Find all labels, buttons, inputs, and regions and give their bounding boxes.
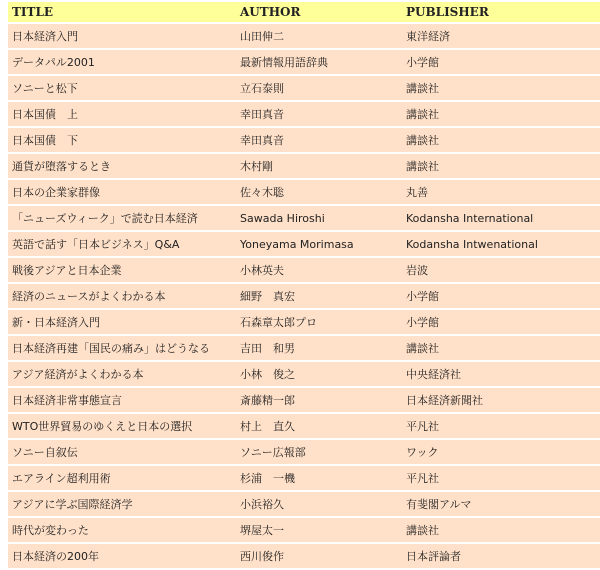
table-row xyxy=(8,258,600,282)
book-publisher-cell: 日本評論者 xyxy=(402,544,600,568)
table-row xyxy=(8,544,600,568)
table-row xyxy=(8,388,600,412)
book-publisher-cell: 講談社 xyxy=(402,518,600,542)
book-author-cell: Yoneyama Morimasa xyxy=(236,232,402,256)
book-publisher-cell: 講談社 xyxy=(402,154,600,178)
book-publisher-cell: 講談社 xyxy=(402,102,600,126)
table-body xyxy=(8,24,600,568)
header-row xyxy=(8,2,600,22)
book-author-cell: 小林 俊之 xyxy=(236,362,402,386)
book-title-cell: 新・日本経済入門 xyxy=(8,310,236,334)
table-row xyxy=(8,518,600,542)
book-publisher-cell: 丸善 xyxy=(402,180,600,204)
book-title-cell: 日本の企業家群像 xyxy=(8,180,236,204)
table-row xyxy=(8,128,600,152)
book-publisher-cell: 講談社 xyxy=(402,336,600,360)
book-title-cell: データパル2001 xyxy=(8,50,236,74)
author-column-header: AUTHOR xyxy=(236,2,402,22)
book-table xyxy=(8,0,600,570)
book-author-cell: 木村剛 xyxy=(236,154,402,178)
table-row xyxy=(8,310,600,334)
table-row xyxy=(8,180,600,204)
book-publisher-cell: 有斐閣アルマ xyxy=(402,492,600,516)
table-header xyxy=(8,2,600,22)
book-publisher-cell: 中央経済社 xyxy=(402,362,600,386)
table-row xyxy=(8,154,600,178)
table-row xyxy=(8,102,600,126)
table-row xyxy=(8,76,600,100)
book-author-cell: 最新情報用語辞典 xyxy=(236,50,402,74)
book-publisher-cell: Kodansha Intwenational xyxy=(402,232,600,256)
table-row xyxy=(8,232,600,256)
title-column-header: TITLE xyxy=(8,2,236,22)
book-author-cell: 細野 真宏 xyxy=(236,284,402,308)
book-title-cell: アジアに学ぶ国際経済学 xyxy=(8,492,236,516)
book-title-cell: WTO世界貿易のゆくえと日本の選択 xyxy=(8,414,236,438)
table-row xyxy=(8,24,600,48)
book-title-cell: 通貨が堕落するとき xyxy=(8,154,236,178)
book-author-cell: 吉田 和男 xyxy=(236,336,402,360)
book-publisher-cell: 岩波 xyxy=(402,258,600,282)
book-publisher-cell: 東洋経済 xyxy=(402,24,600,48)
book-publisher-cell: 日本経済新聞社 xyxy=(402,388,600,412)
book-title-cell: エアライン超利用術 xyxy=(8,466,236,490)
book-author-cell: 山田伸二 xyxy=(236,24,402,48)
book-title-cell: ソニーと松下 xyxy=(8,76,236,100)
table-row xyxy=(8,492,600,516)
book-author-cell: 小林英夫 xyxy=(236,258,402,282)
book-title-cell: 「ニューズウィーク」で読む日本経済 xyxy=(8,206,236,230)
book-author-cell: 佐々木聡 xyxy=(236,180,402,204)
table-row xyxy=(8,466,600,490)
book-title-cell: 日本国債 下 xyxy=(8,128,236,152)
book-publisher-cell: 平凡社 xyxy=(402,414,600,438)
book-publisher-cell: Kodansha International xyxy=(402,206,600,230)
book-publisher-cell: ワック xyxy=(402,440,600,464)
book-author-cell: 斎藤精一郎 xyxy=(236,388,402,412)
book-author-cell: 幸田真音 xyxy=(236,128,402,152)
table-row xyxy=(8,414,600,438)
book-author-cell: 杉浦 一機 xyxy=(236,466,402,490)
book-title-cell: 戦後アジアと日本企業 xyxy=(8,258,236,282)
book-author-cell: 立石泰則 xyxy=(236,76,402,100)
book-author-cell: 小浜裕久 xyxy=(236,492,402,516)
book-title-cell: 日本経済入門 xyxy=(8,24,236,48)
book-author-cell: 西川俊作 xyxy=(236,544,402,568)
book-author-cell: Sawada Hiroshi xyxy=(236,206,402,230)
book-title-cell: 日本経済再建「国民の痛み」はどうなる xyxy=(8,336,236,360)
book-publisher-cell: 小学館 xyxy=(402,310,600,334)
table-row xyxy=(8,50,600,74)
book-title-cell: 経済のニュースがよくわかる本 xyxy=(8,284,236,308)
table-row xyxy=(8,206,600,230)
book-publisher-cell: 小学館 xyxy=(402,50,600,74)
table-row xyxy=(8,440,600,464)
book-publisher-cell: 小学館 xyxy=(402,284,600,308)
book-title-cell: 英語で話す「日本ビジネス」Q&A xyxy=(8,232,236,256)
book-title-cell: ソニー自叙伝 xyxy=(8,440,236,464)
book-publisher-cell: 講談社 xyxy=(402,76,600,100)
book-publisher-cell: 講談社 xyxy=(402,128,600,152)
book-author-cell: 幸田真音 xyxy=(236,102,402,126)
table-row xyxy=(8,362,600,386)
publisher-column-header: PUBLISHER xyxy=(402,2,600,22)
book-author-cell: 石森章太郎プロ xyxy=(236,310,402,334)
table-row xyxy=(8,284,600,308)
book-title-cell: 日本経済の200年 xyxy=(8,544,236,568)
book-title-cell: 時代が変わった xyxy=(8,518,236,542)
book-title-cell: アジア経済がよくわかる本 xyxy=(8,362,236,386)
book-author-cell: 堺屋太一 xyxy=(236,518,402,542)
book-title-cell: 日本経済非常事態宣言 xyxy=(8,388,236,412)
book-title-cell: 日本国債 上 xyxy=(8,102,236,126)
book-author-cell: ソニー広報部 xyxy=(236,440,402,464)
book-author-cell: 村上 直久 xyxy=(236,414,402,438)
book-publisher-cell: 平凡社 xyxy=(402,466,600,490)
table-row xyxy=(8,336,600,360)
